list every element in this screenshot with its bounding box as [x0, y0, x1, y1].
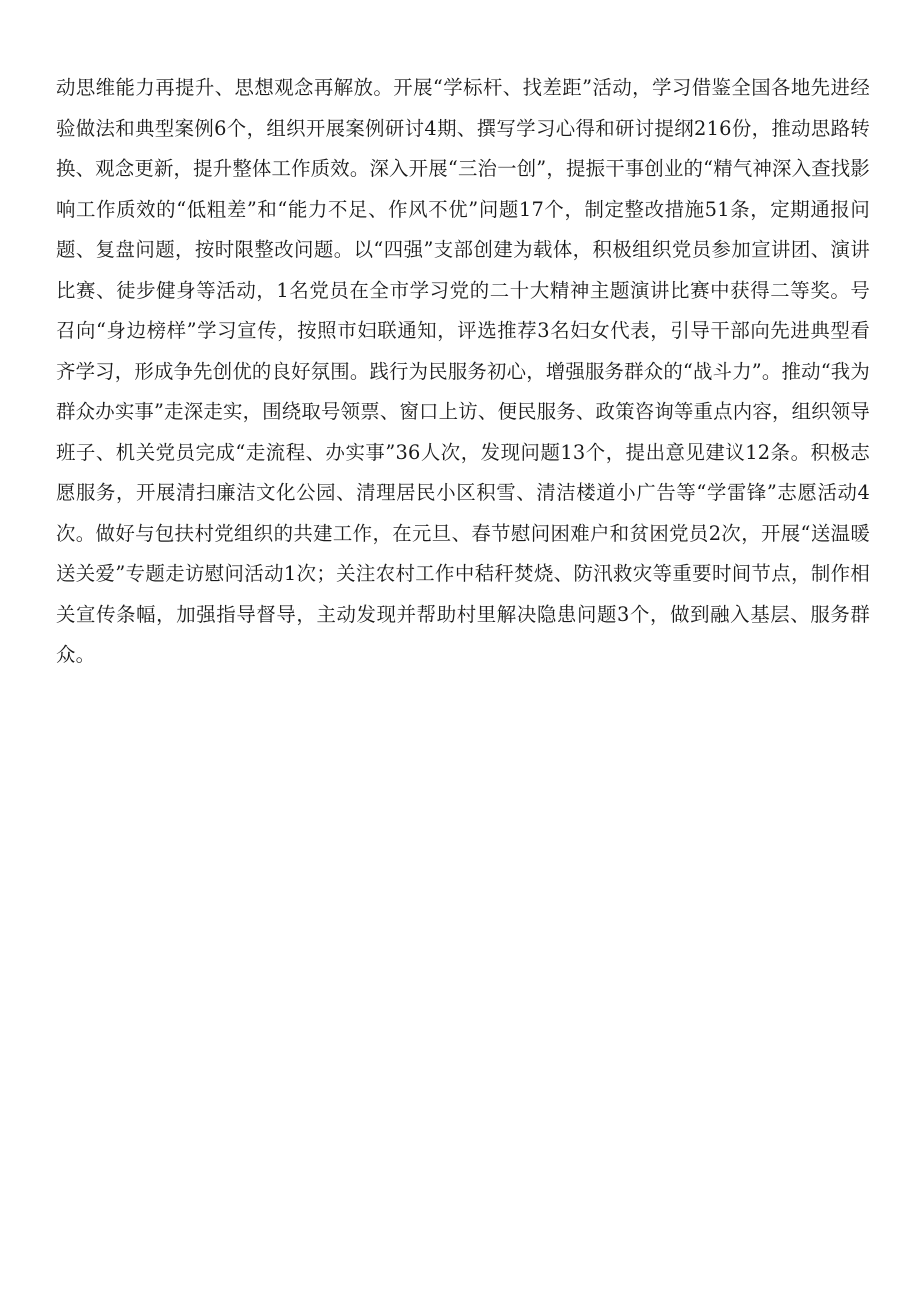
body-paragraph: 动思维能力再提升、思想观念再解放。开展“学标杆、找差距”活动，学习借鉴全国各地先进经验做法和典型案例6个，组织开展案例研讨4期、撰写学习心得和研讨提纲216份，推动思路转换、观念更新，提升整体工作质效。深入开展“三治一创”，提振干事创业的“精气神深入查找影响工作质效的“低粗差”和“能力不足、作风不优”问题17个，制定整改措施51条，定期通报问题、复盘问题，按时限整改问题。以“四强”支部创建为载体，积极组织党员参加宣讲团、演讲比赛、徒步健身等活动，1名党员在全市学习党的二十大精神主题演讲比赛中获得二等奖。号召向“身边榜样”学习宣传，按照市妇联通知，评选推荐3名妇女代表，引导干部向先进典型看齐学习，形成争先创优的良好氛围。践行为民服务初心，增强服务群众的“战斗力”。推动“我为群众办实事”走深走实，围绕取号领票、窗口上访、便民服务、政策咨询等重点内容，组织领导班子、机关党员完成“走流程、办实事”36人次，发现问题13个，提出意见建议12条。积极志愿服务，开展清扫廉洁文化公园、清理居民小区积雪、清洁楼道小广告等“学雷锋”志愿活动4次。做好与包扶村党组织的共建工作，在元旦、春节慰问困难户和贫困党员2次，开展“送温暖送关爱”专题走访慰问活动1次；关注农村工作中秸秆焚烧、防汛救灾等重要时间节点，制作相关宣传条幅，加强指导督导，主动发现并帮助村里解决隐患问题3个，做到融入基层、服务群众。	[56, 76, 870, 666]
